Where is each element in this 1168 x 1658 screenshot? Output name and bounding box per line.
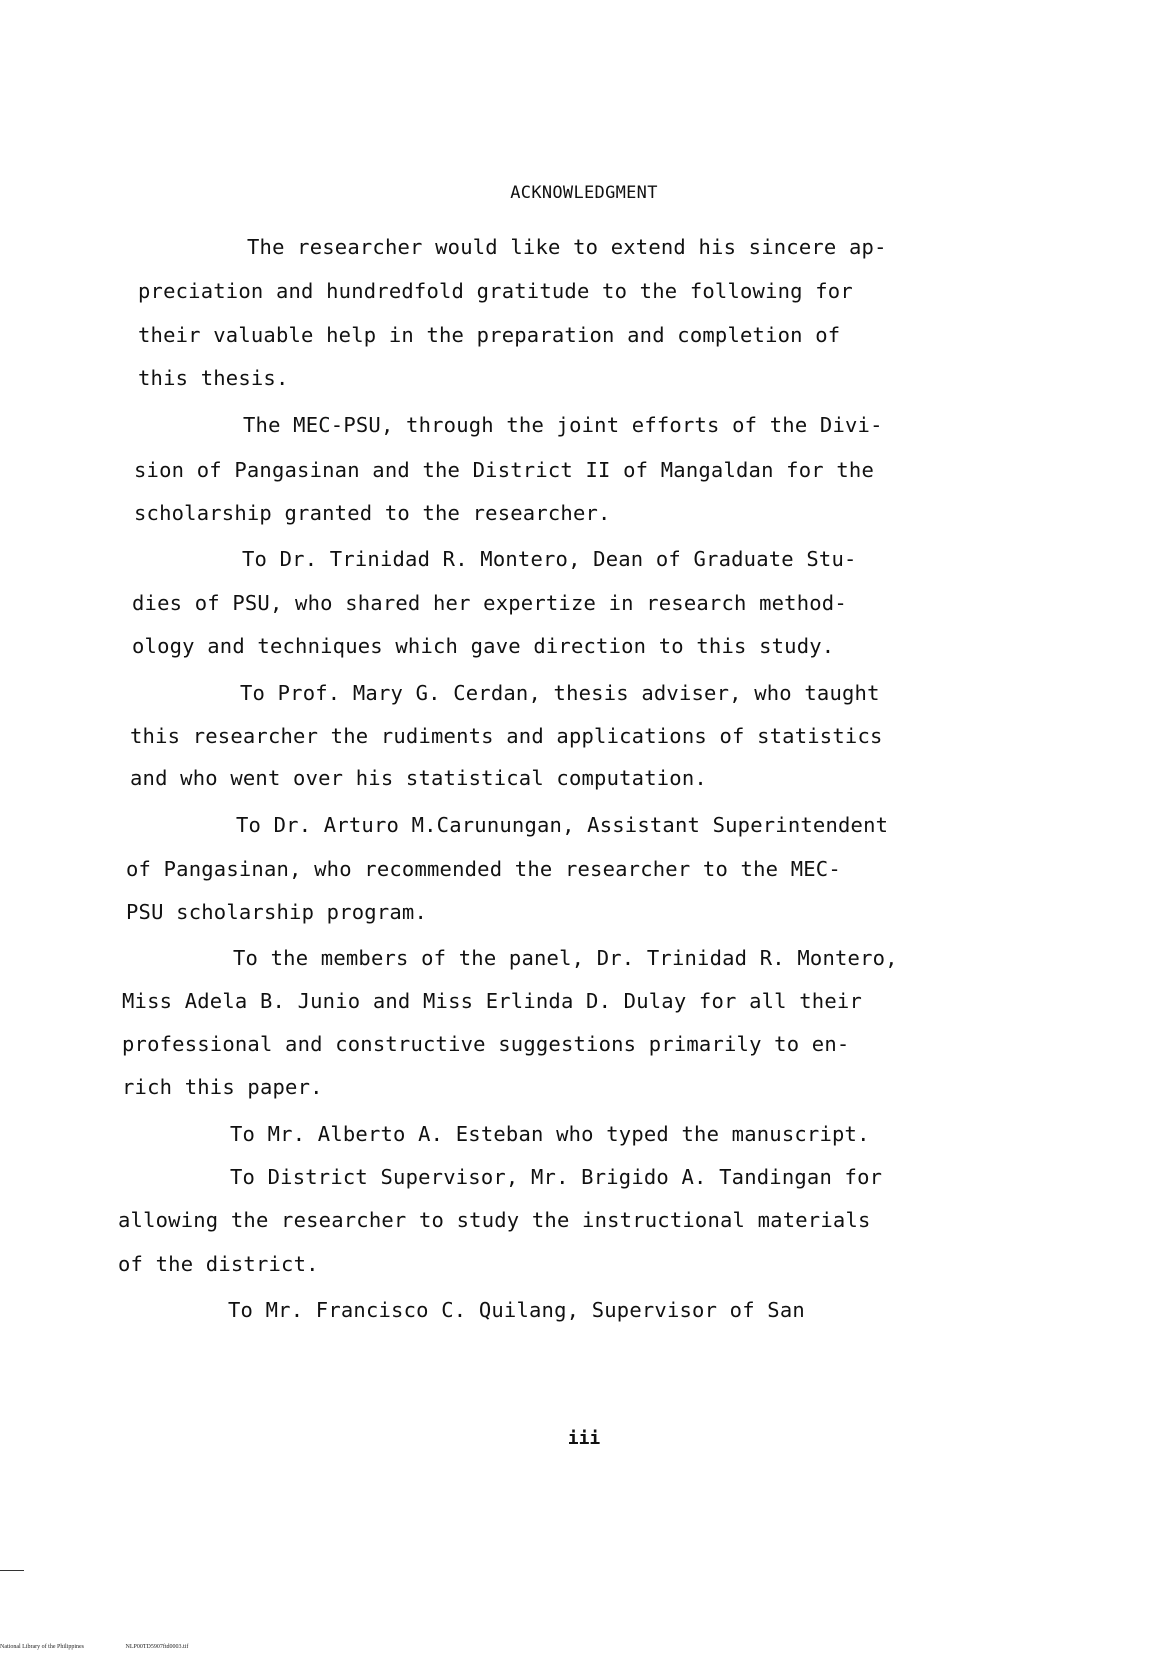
- text-line: sion of Pangasinan and the District II of Mangaldan for the: [134, 458, 874, 482]
- text-line: this researcher the rudiments and applications of statistics: [130, 724, 883, 748]
- text-line: dies of PSU, who shared her expertize in research method-: [132, 591, 847, 615]
- text-line: this thesis.: [138, 366, 289, 390]
- text-line: and who went over his statistical computation.: [130, 766, 707, 790]
- text-line: preciation and hundredfold gratitude to the following for: [138, 279, 853, 303]
- text-line: of the district.: [118, 1252, 319, 1276]
- text-line: of Pangasinan, who recommended the researcher to the MEC-: [126, 857, 841, 881]
- text-line: professional and constructive suggestions primarily to en-: [122, 1032, 850, 1056]
- text-line: PSU scholarship program.: [126, 900, 428, 924]
- page-title: ACKNOWLEDGMENT: [510, 183, 658, 203]
- text-line: The MEC-PSU, through the joint efforts of the Divi-: [243, 413, 883, 437]
- scan-footer: [0, 1644, 188, 1650]
- text-line: To Mr. Francisco C. Quilang, Supervisor of San: [228, 1298, 805, 1322]
- footer-library: National Library of the Philippines: [0, 1644, 84, 1650]
- text-line: The researcher would like to extend his sincere ap-: [247, 235, 887, 259]
- text-line: their valuable help in the preparation and completion of: [138, 323, 841, 347]
- text-line: To the members of the panel, Dr. Trinidad R. Montero,: [233, 946, 898, 970]
- page-number: iii: [567, 1428, 601, 1449]
- text-line: scholarship granted to the researcher.: [134, 501, 611, 525]
- text-line: To District Supervisor, Mr. Brigido A. Tandingan for: [230, 1165, 883, 1189]
- text-line: To Dr. Arturo M.Carunungan, Assistant Superintendent: [236, 813, 889, 837]
- text-line: Miss Adela B. Junio and Miss Erlinda D. Dulay for all their: [122, 989, 862, 1013]
- text-line: To Mr. Alberto A. Esteban who typed the manuscript.: [230, 1122, 870, 1146]
- text-line: rich this paper.: [122, 1075, 323, 1099]
- text-line: To Prof. Mary G. Cerdan, thesis adviser, who taught: [240, 681, 880, 705]
- text-line: allowing the researcher to study the instructional materials: [118, 1208, 871, 1232]
- margin-rule: [0, 1570, 24, 1571]
- text-line: ology and techniques which gave direction to this study.: [132, 634, 835, 658]
- text-line: To Dr. Trinidad R. Montero, Dean of Graduate Stu-: [242, 547, 857, 571]
- footer-file-id: NLP00TD5907ftd0003.tif: [125, 1644, 189, 1650]
